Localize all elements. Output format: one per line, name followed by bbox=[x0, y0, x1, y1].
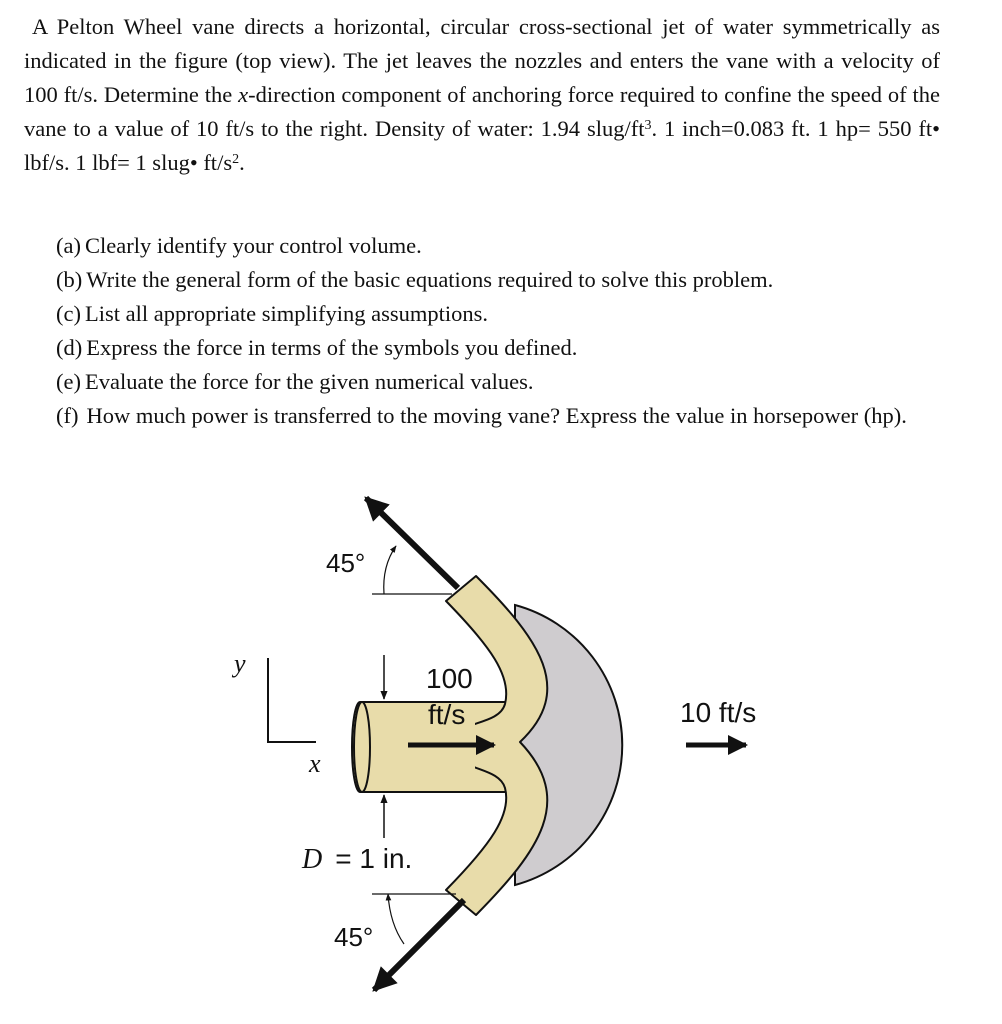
diameter-label bbox=[301, 843, 412, 875]
part-c: (c) List all appropriate simplifying assumptions. bbox=[56, 301, 489, 326]
problem-text: A Pelton Wheel vane directs a horizontal, circular cross-sectional jet of water symmetrically as indicated in the figure (top view). The jet leaves the nozzles and enters the vane with a velocity of 100 ft/s. Determine the x-direction component of anchoring force required to confine the speed of the vane to a value of 10 ft/s to the right. Density of water: 1.94 slug/$ft^3$. 1 inch=0.083 ft. 1 hp= 550 ft• lbf/s. 1 lbf= 1 slug• $ft/s^2$. bbox=[24, 14, 940, 175]
coordinate-axes bbox=[268, 658, 316, 742]
exit-arrow-bottom bbox=[374, 900, 464, 990]
part-f: (f) How much power is transferred to the moving vane? Express the value in horsepower (hp). bbox=[56, 403, 907, 428]
axis-x-label: x bbox=[309, 749, 321, 778]
vane-speed-label: 10 ft/s bbox=[680, 697, 757, 728]
jet-speed-unit: ft/s bbox=[428, 699, 466, 730]
x-variable: x bbox=[238, 82, 249, 107]
part-e: (e) Evaluate the force for the given numerical values. bbox=[56, 369, 534, 394]
part-a: (a) Clearly identify your control volume. bbox=[56, 233, 422, 258]
part-b: (b) Write the general form of the basic equations required to solve this problem. bbox=[56, 267, 774, 292]
problem-statement bbox=[24, 10, 940, 180]
angle-arc-top bbox=[384, 546, 396, 594]
exit-arrow-top bbox=[366, 498, 458, 588]
jet-speed-value: 100 bbox=[426, 663, 473, 694]
axis-y-label: y bbox=[234, 649, 246, 678]
diameter-value: = 1 in. bbox=[335, 843, 413, 874]
angle-label-top: 45° bbox=[326, 548, 366, 578]
angle-arc-bottom bbox=[388, 894, 404, 944]
part-d: (d) Express the force in terms of the symbols you defined. bbox=[56, 335, 578, 360]
diameter-symbol: D bbox=[302, 844, 323, 875]
angle-label-bottom: 45° bbox=[334, 922, 374, 952]
pelton-wheel-figure bbox=[220, 480, 800, 1020]
question-parts bbox=[56, 229, 940, 433]
